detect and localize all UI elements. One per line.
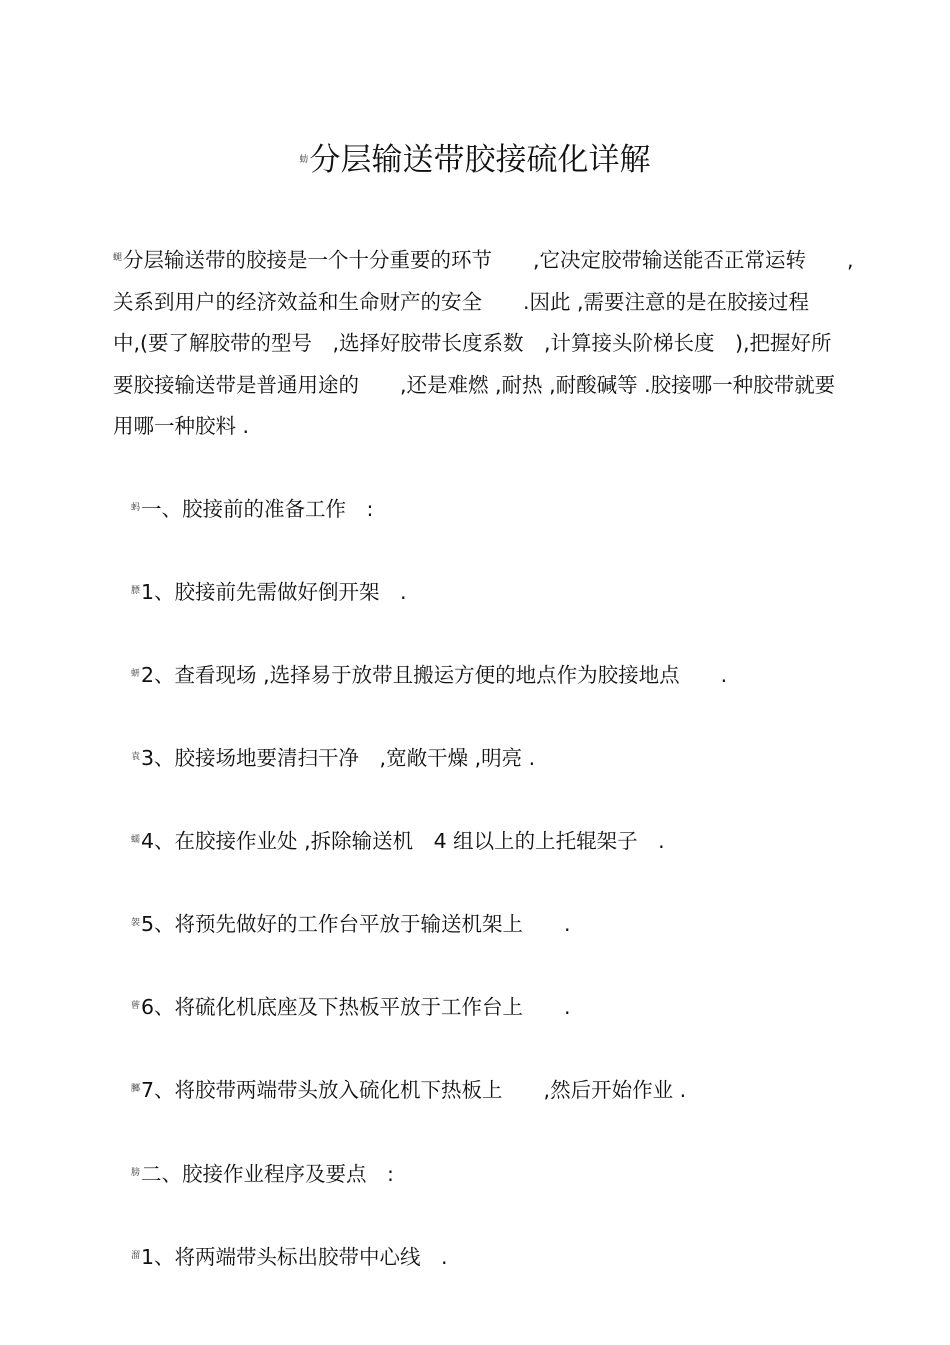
item-marker: 蒈	[131, 1001, 141, 1011]
list-item	[131, 743, 535, 774]
item-marker: 膀	[131, 1168, 141, 1178]
item-marker: 蚈	[131, 669, 141, 679]
list-item	[131, 992, 571, 1023]
item-text: 4、在胶接作业处 ,拆除输送机 4 组以上的上托辊架子 .	[141, 829, 665, 853]
section-heading-preparation	[131, 494, 373, 525]
intro-line: 关系到用户的经济效益和生命财产的安全 .因此 ,需要注意的是在胶接过程	[113, 289, 810, 314]
item-text: 3、胶接场地要清扫干净 ,宽敞干燥 ,明亮 .	[141, 746, 536, 770]
list-item	[131, 1075, 686, 1106]
intro-line: 要胶接输送带是普通用途的 ,还是难燃 ,耐热 ,耐酸碱等 .胶接哪一种胶带就要	[113, 372, 836, 397]
list-item	[131, 577, 407, 608]
item-text: 1、将两端带头标出胶带中心线 .	[141, 1245, 448, 1269]
intro-line: 用哪一种胶料 .	[113, 414, 250, 439]
item-text: 5、将预先做好的工作台平放于输送机架上 .	[141, 912, 571, 936]
item-text: 一、胶接前的准备工作 :	[141, 497, 374, 521]
item-marker: 蠕	[131, 835, 141, 845]
item-text: 1、胶接前先需做好倒开架 .	[141, 580, 407, 604]
list-item	[131, 1242, 448, 1273]
item-text: 2、查看现场 ,选择易于放带且搬运方便的地点作为胶接地点 .	[141, 663, 728, 687]
item-text: 二、胶接作业程序及要点 :	[141, 1162, 394, 1186]
intro-line: 中,(要了解胶带的型号 ,选择好胶带长度系数 ,计算接头阶梯长度 ),把握好所	[113, 331, 832, 356]
list-item	[131, 826, 665, 857]
section-heading-procedure	[131, 1159, 394, 1190]
item-text: 6、将硫化机底座及下热板平放于工作台上 .	[141, 995, 571, 1019]
intro-marker: 螁	[113, 253, 123, 264]
list-item	[131, 660, 727, 691]
document-title	[0, 138, 950, 184]
item-marker: 溜	[131, 1251, 141, 1261]
item-marker: 蚂	[131, 503, 141, 513]
intro-line: 螁分层输送带的胶接是一个十分重要的环节 ,它决定胶带输送能否正常运转 ,	[113, 240, 893, 282]
list-item	[131, 909, 571, 940]
item-marker: 袁	[131, 752, 141, 762]
item-marker: 膷	[131, 1084, 141, 1094]
title-text: 分层输送带胶接硫化详解	[309, 142, 651, 178]
item-marker: 袈	[131, 918, 141, 928]
intro-paragraph	[113, 240, 893, 448]
item-text: 7、将胶带两端带头放入硫化机下热板上 ,然后开始作业 .	[141, 1078, 687, 1102]
title-marker: 蚄	[299, 154, 309, 165]
item-marker: 膘	[131, 586, 141, 596]
